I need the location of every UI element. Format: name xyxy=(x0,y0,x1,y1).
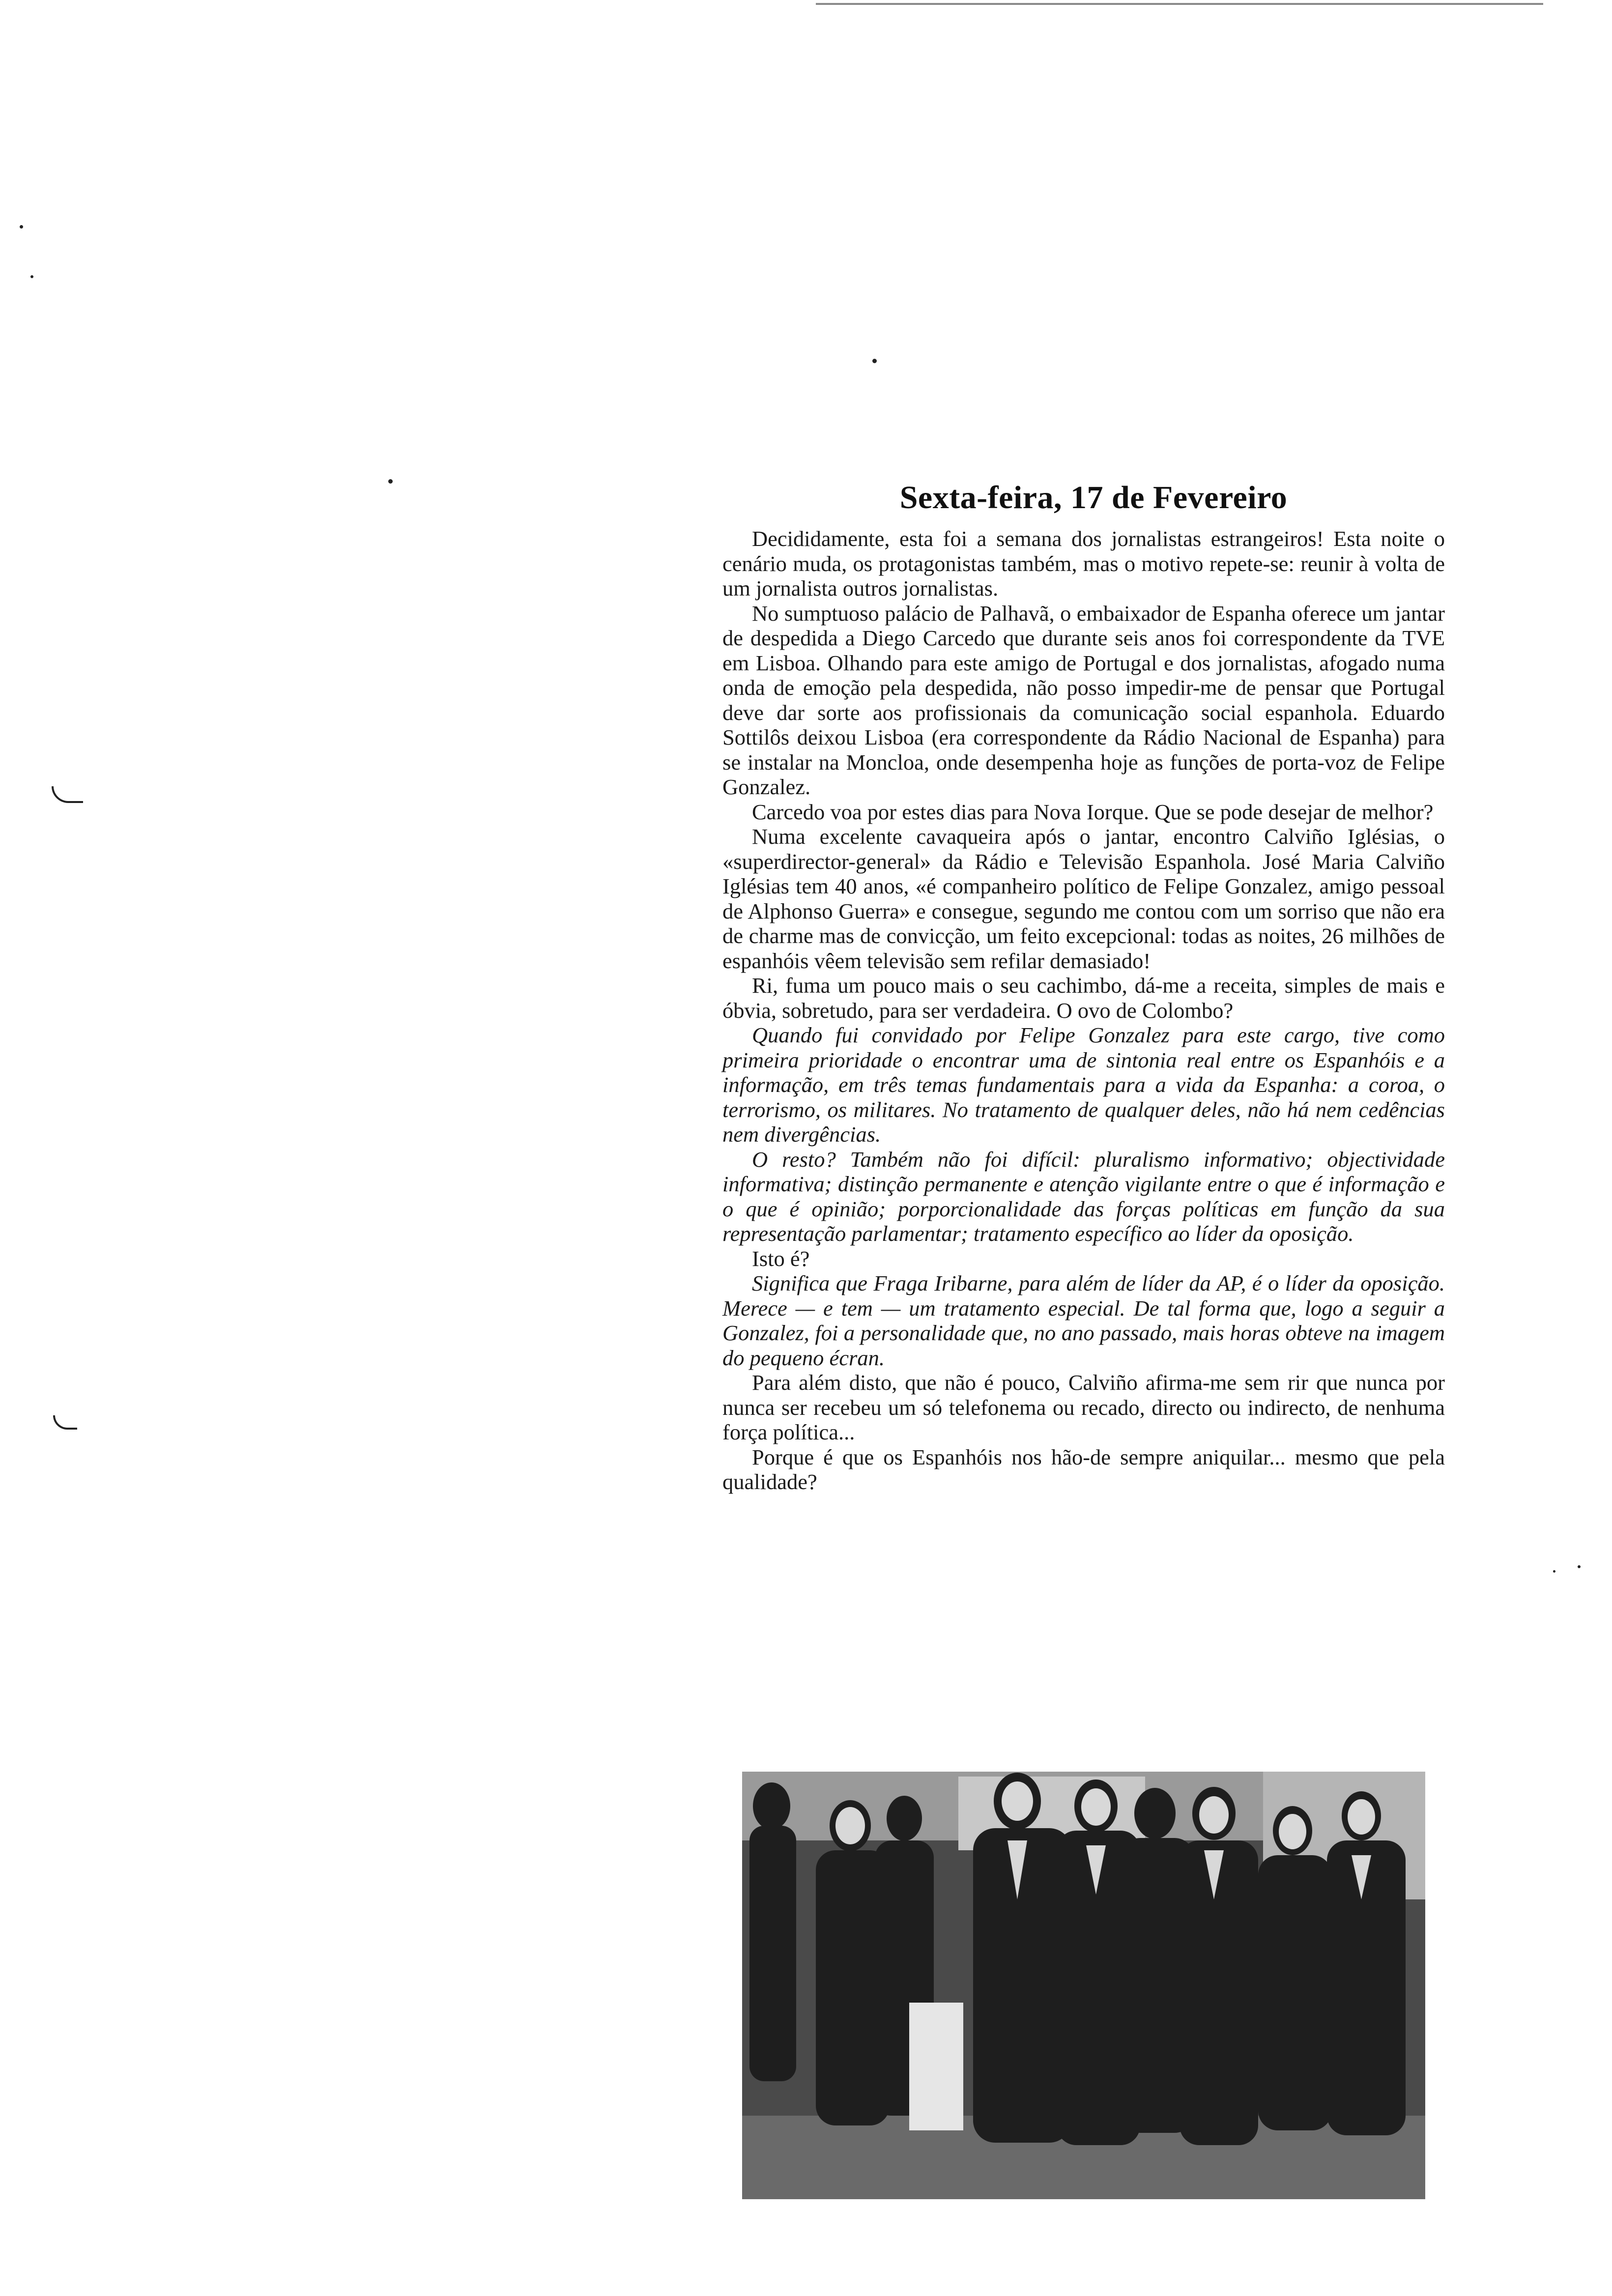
scan-speck xyxy=(20,225,23,229)
scan-mark xyxy=(53,1415,77,1430)
article-body xyxy=(722,526,1445,1494)
scan-mark xyxy=(52,786,83,803)
newspaper-article xyxy=(722,479,1445,1494)
scan-speck xyxy=(30,275,33,278)
article-paragraph: Porque é que os Espanhóis nos hão-de sempre aniquilar... mesmo que pela qualidade? xyxy=(722,1444,1445,1494)
article-paragraph: No sumptuoso palácio de Palhavã, o embaixador de Espanha oferece um jantar de despedida a Diego Carcedo que durante seis anos foi correspondente da TVE em Lisboa. Olhando para este amigo de Portugal e dos jornalistas, afogado numa onda de emoção pela despedida, não posso impedir-me de pensar que Portugal deve dar sorte aos profissionais da comunicação social espanhola. Eduardo Sottilôs deixou Lisboa (era correspondente da Rádio Nacional de Espanha) para se instalar na Moncloa, onde desempenha hoje as funções de porta-voz de Felipe Gonzalez. xyxy=(722,601,1445,799)
article-paragraph: Ri, fuma um pouco mais o seu cachimbo, dá-me a receita, simples de mais e óbvia, sobretudo, para ser verdadeira. O ovo de Colombo? xyxy=(722,973,1445,1023)
article-paragraph-quote: Significa que Fraga Iribarne, para além de líder da AP, é o líder da oposição. Merece — e tem — um tratamento especial. De tal forma que, logo a seguir a Gonzalez, foi a personalidade que, no ano passado, mais horas obteve na imagem do pequeno écran. xyxy=(722,1271,1445,1370)
article-paragraph: Isto é? xyxy=(752,1246,810,1271)
article-paragraph: Carcedo voa por estes dias para Nova Iorque. Que se pode desejar de melhor? xyxy=(752,799,1434,824)
scan-edge-line xyxy=(816,3,1543,5)
group-of-men-photo xyxy=(742,1772,1425,2199)
article-photo xyxy=(742,1772,1425,2199)
article-paragraph: Para além disto, que não é pouco, Calviño afirma-me sem rir que nunca por nunca ser recebeu um só telefonema ou recado, directo ou indirecto, de nenhuma força política... xyxy=(722,1370,1445,1444)
article-paragraph-quote: O resto? Também não foi difícil: pluralismo informativo; objectividade informativa; distinção permanente e atenção vigilante entre o que é informação e o que é opinião; porporcionalidade das forças políticas em função da sua representação parlamentar; tratamento específico ao líder da oposição. xyxy=(722,1147,1445,1246)
article-paragraph-quote: Quando fui convidado por Felipe Gonzalez para este cargo, tive como primeira prioridade o encontrar uma de sintonia real entre os Espanhóis e a informação, em três temas fundamentais para a vida da Espanha: a coroa, o terrorismo, os militares. No tratamento de qualquer deles, não há nem cedências nem divergências. xyxy=(722,1023,1445,1147)
article-headline: Sexta-feira, 17 de Fevereiro xyxy=(899,480,1288,516)
scan-speck xyxy=(1578,1565,1581,1568)
article-paragraph: Numa excelente cavaqueira após o jantar, encontro Calviño Iglésias, o «superdirector-general» da Rádio e Televisão Espanhola. José Maria Calviño Iglésias tem 40 anos, «é companheiro político de Felipe Gonzalez, amigo pessoal de Alphonso Guerra» e consegue, segundo me contou com um sorriso que não era de charme mas de convicção, um feito excepcional: todas as noites, 26 milhões de espanhóis vêem televisão sem refilar demasiado! xyxy=(722,824,1445,973)
scan-speck xyxy=(1553,1570,1555,1573)
scan-speck xyxy=(388,479,393,484)
scan-speck xyxy=(872,359,877,363)
article-paragraph: Decididamente, esta foi a semana dos jornalistas estrangeiros! Esta noite o cenário muda, os protagonistas também, mas o motivo repete-se: reunir à volta de um jornalista outros jornalistas. xyxy=(722,526,1445,601)
